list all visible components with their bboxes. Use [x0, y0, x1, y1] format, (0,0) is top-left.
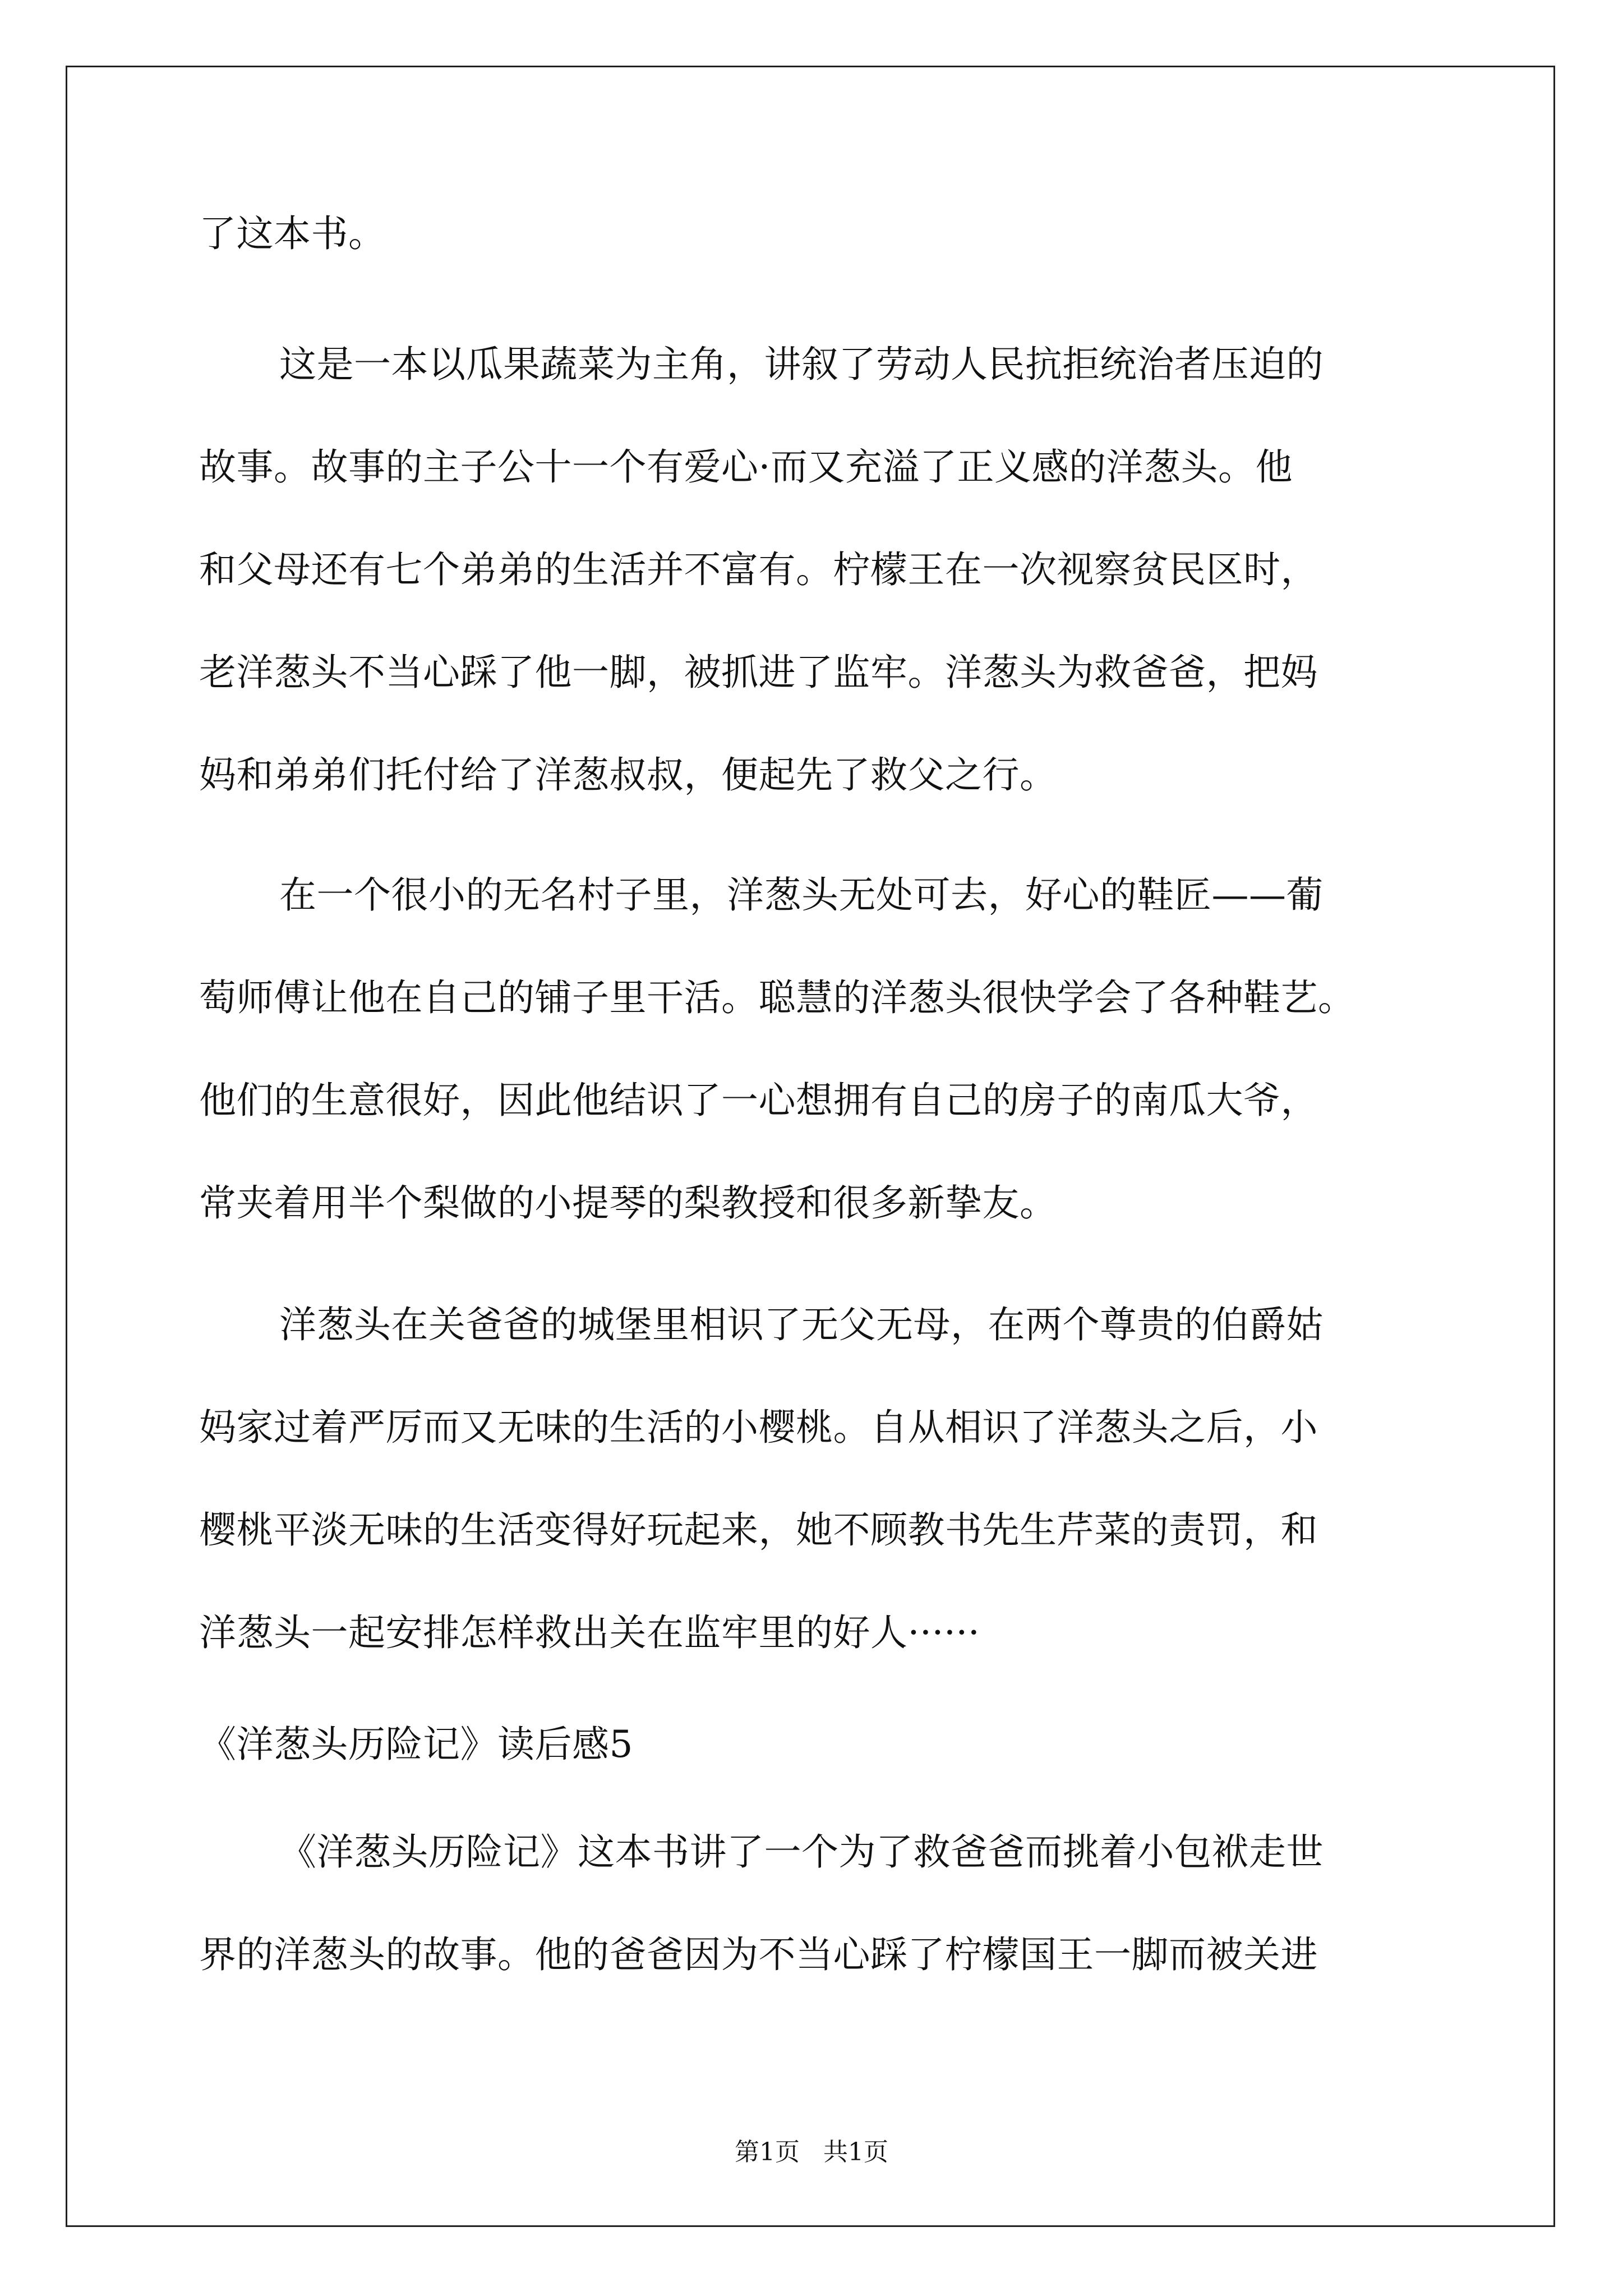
- paragraph-first-line: 洋葱头在关爸爸的城堡里相识了无父无母，在两个尊贵的伯爵姑: [279, 1303, 1324, 1346]
- text-line: 洋葱头一起安排怎样救出关在监牢里的好人······: [199, 1611, 980, 1654]
- text-line: 妈家过着严厉而又无味的生活的小樱桃。自从相识了洋葱头之后，小: [199, 1406, 1318, 1449]
- paragraph-first-line: 在一个很小的无名村子里，洋葱头无处可去，好心的鞋匠——葡: [279, 873, 1324, 917]
- page-border: [66, 66, 1555, 2227]
- text-line: 了这本书。: [199, 212, 386, 255]
- text-line: 妈和弟弟们托付给了洋葱叔叔，便起先了救父之行。: [199, 753, 1057, 797]
- paragraph-first-line: 《洋葱头历险记》这本书讲了一个为了救爸爸而挑着小包袱走世: [279, 1830, 1324, 1874]
- text-line: 他们的生意很好，因此他结识了一心想拥有自己的房子的南瓜大爷，: [199, 1079, 1318, 1122]
- text-line: 和父母还有七个弟弟的生活并不富有。柠檬王在一次视察贫民区时，: [199, 548, 1318, 591]
- paragraph-first-line: 这是一本以瓜果蔬菜为主角，讲叙了劳动人民抗拒统治者压迫的: [279, 343, 1324, 386]
- text-line: 樱桃平淡无味的生活变得好玩起来，她不顾教书先生芹菜的责罚，和: [199, 1508, 1318, 1552]
- text-line: 老洋葱头不当心踩了他一脚，被抓进了监牢。洋葱头为救爸爸，把妈: [199, 651, 1318, 694]
- text-line: 界的洋葱头的故事。他的爸爸因为不当心踩了柠檬国王一脚而被关进: [199, 1933, 1318, 1976]
- text-line: 故事。故事的主子公十一个有爱心·而又充溢了正义感的洋葱头。他: [199, 445, 1293, 489]
- text-line: 萄师傅让他在自己的铺子里干活。聪慧的洋葱头很快学会了各种鞋艺。: [199, 976, 1355, 1019]
- page-footer: 第1页 共1页: [735, 2138, 888, 2166]
- text-line: 常夹着用半个梨做的小提琴的梨教授和很多新挚友。: [199, 1181, 1057, 1225]
- section-heading: 《洋葱头历险记》读后感5: [199, 1723, 633, 1766]
